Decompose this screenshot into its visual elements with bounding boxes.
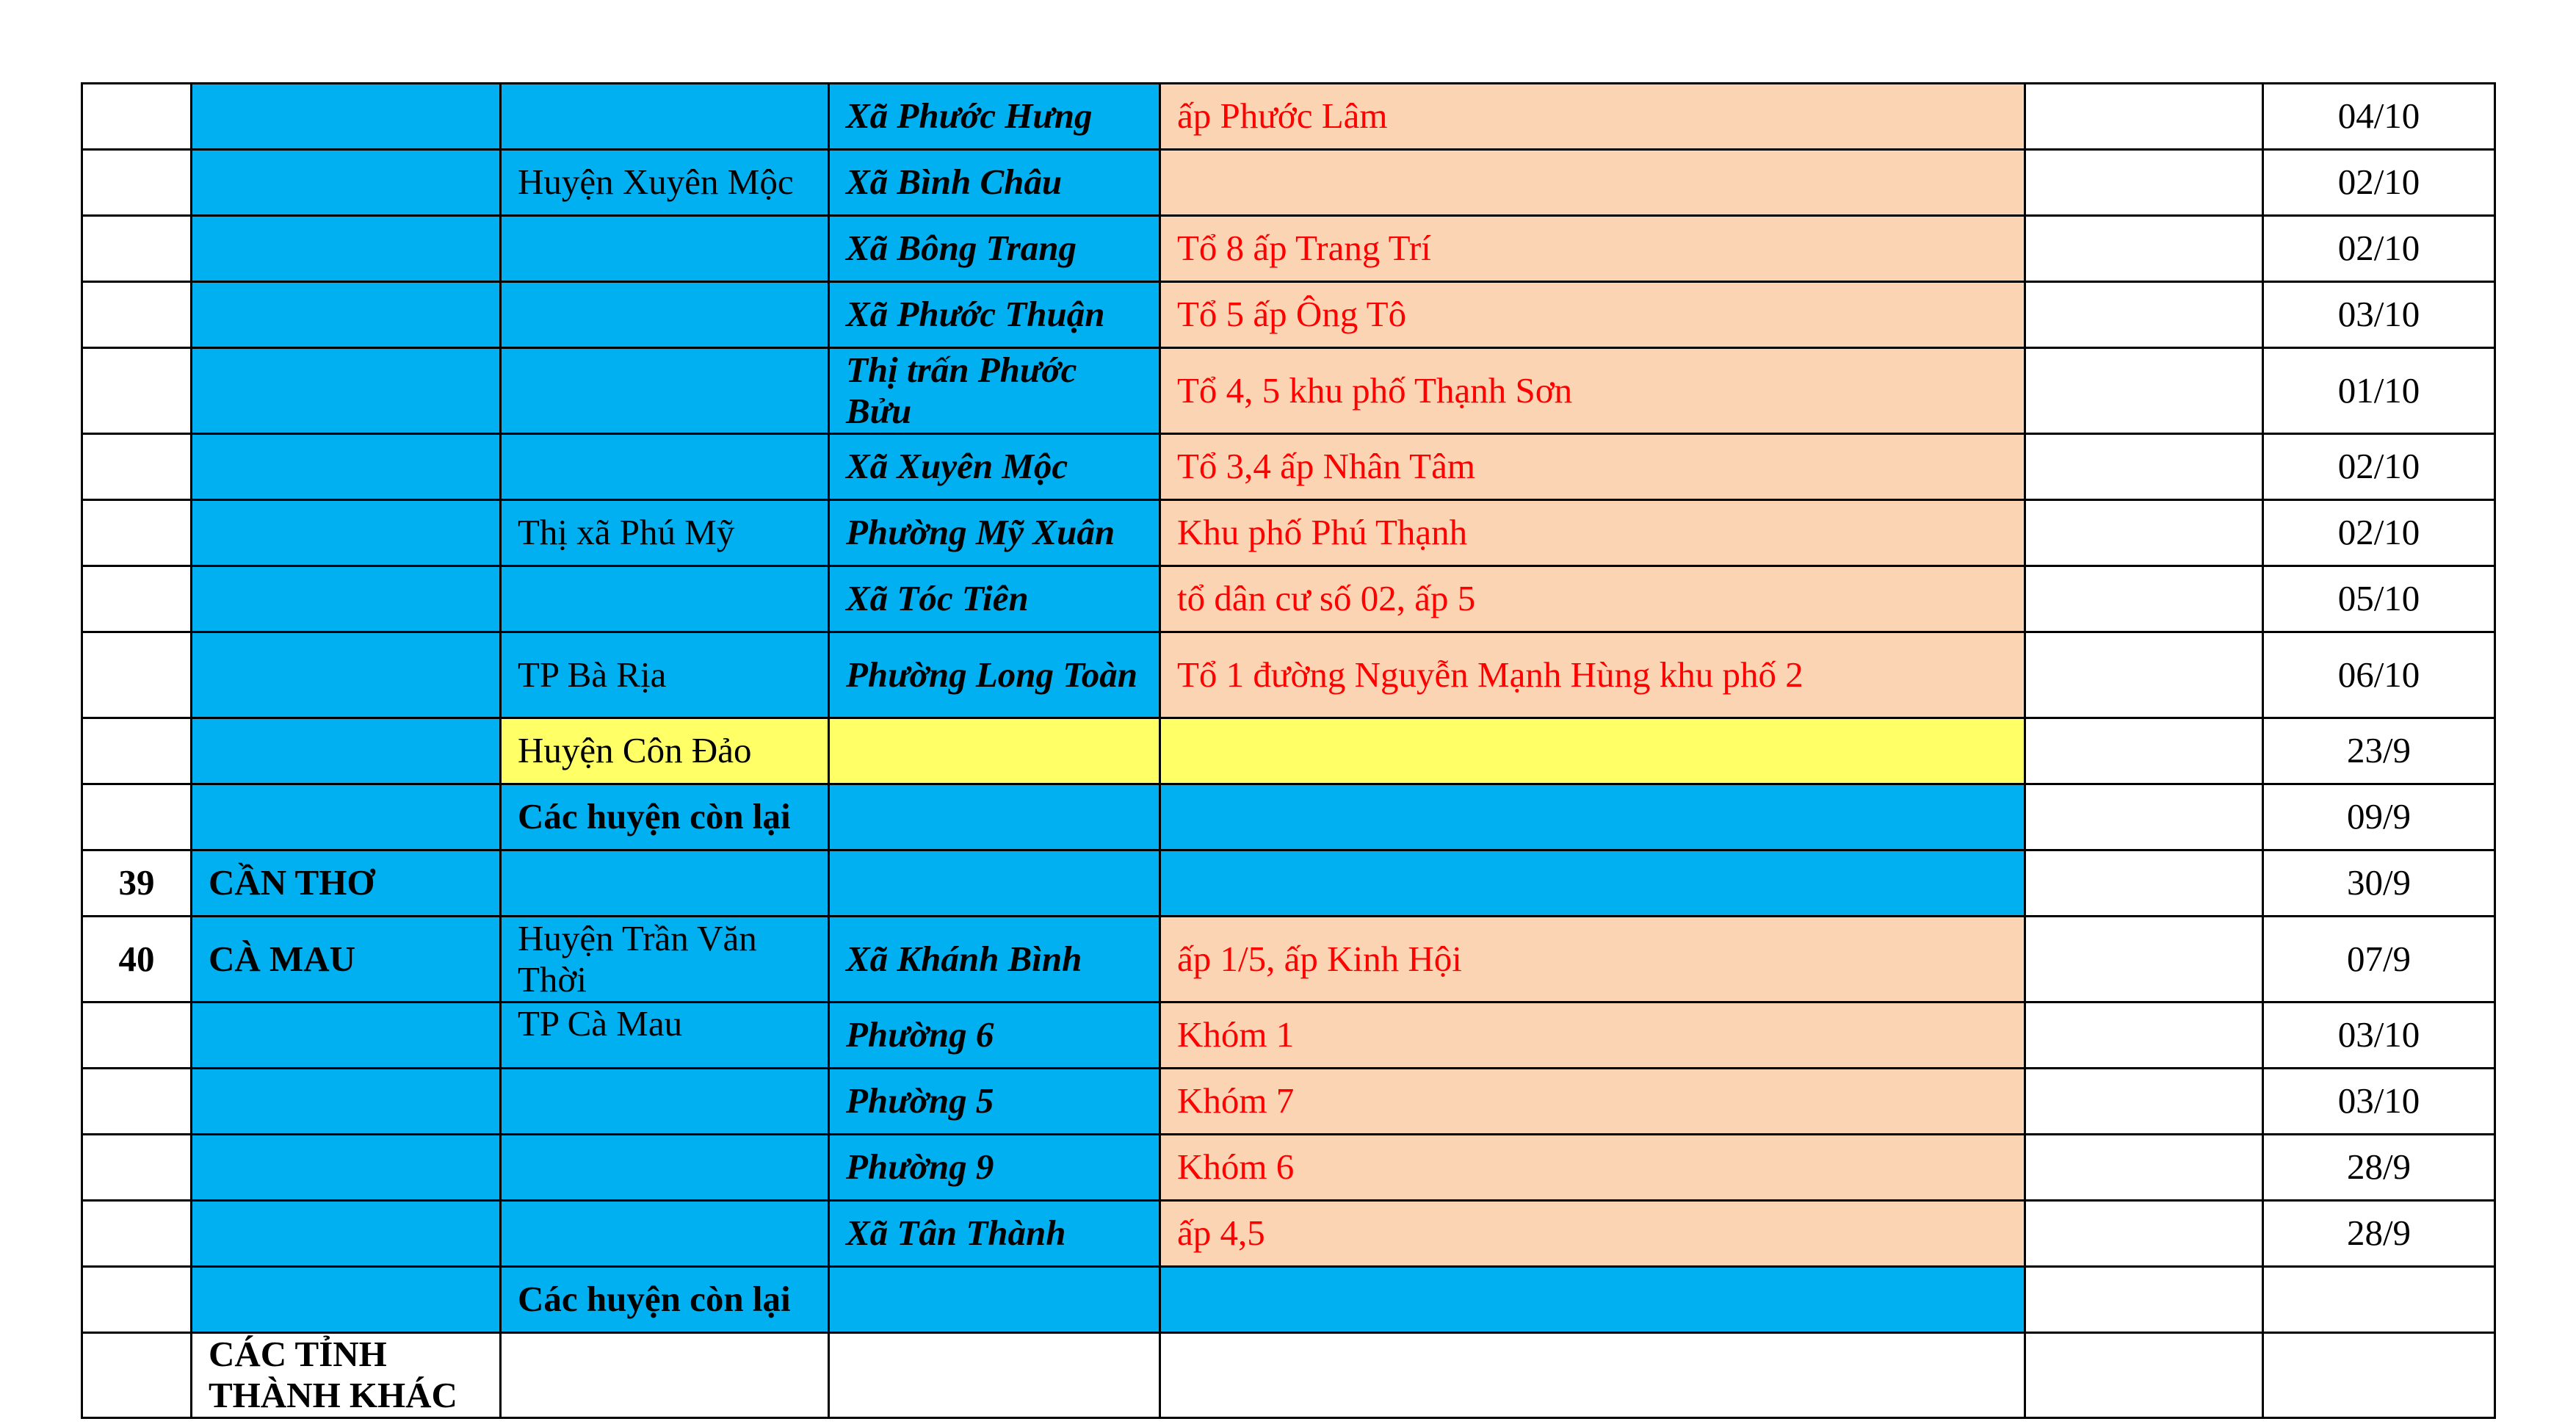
table-row: [82, 150, 2495, 216]
cell-district: Các huyện còn lại: [501, 1267, 829, 1333]
cell-district: [501, 566, 829, 632]
cell-note: [2025, 84, 2263, 150]
cell-province: [192, 1201, 501, 1267]
cell-stt: [82, 632, 192, 718]
cell-stt: [82, 566, 192, 632]
table-row: [82, 917, 2495, 1002]
cell-stt: 39: [82, 850, 192, 917]
table-row: [82, 718, 2495, 784]
cell-stt: [82, 500, 192, 566]
cell-district: Huyện Côn Đảo: [501, 718, 829, 784]
cell-note: [2025, 850, 2263, 917]
cell-province: [192, 500, 501, 566]
table-row: [82, 500, 2495, 566]
cell-note: [2025, 784, 2263, 850]
table-row: [82, 348, 2495, 434]
cell-area: [1160, 1267, 2025, 1333]
cell-stt: [82, 150, 192, 216]
cell-stt: [82, 282, 192, 348]
cell-note: [2025, 282, 2263, 348]
cell-commune: Xã Tóc Tiên: [829, 566, 1160, 632]
cell-commune: [829, 1267, 1160, 1333]
cell-stt: [82, 784, 192, 850]
cell-date: 04/10: [2263, 84, 2495, 150]
cell-note: [2025, 1267, 2263, 1333]
table-row: [82, 850, 2495, 917]
cell-stt: [82, 434, 192, 500]
cell-commune: Xã Xuyên Mộc: [829, 434, 1160, 500]
cell-province: [192, 632, 501, 718]
cell-province: CÀ MAU: [192, 917, 501, 1002]
cell-commune: Phường 9: [829, 1135, 1160, 1201]
cell-district: [501, 1333, 829, 1418]
cell-district: [501, 850, 829, 917]
cell-date: 06/10: [2263, 632, 2495, 718]
cell-province: [192, 1002, 501, 1069]
cell-stt: [82, 216, 192, 282]
cell-note: [2025, 566, 2263, 632]
cell-area: [1160, 1333, 2025, 1418]
cell-commune: [829, 850, 1160, 917]
cell-date: 07/9: [2263, 917, 2495, 1002]
cell-district: [501, 348, 829, 434]
cell-date: 30/9: [2263, 850, 2495, 917]
cell-district: Các huyện còn lại: [501, 784, 829, 850]
cell-area: Khóm 1: [1160, 1002, 2025, 1069]
cell-note: [2025, 348, 2263, 434]
cell-date: 03/10: [2263, 1069, 2495, 1135]
cell-stt: [82, 1333, 192, 1418]
cell-note: [2025, 150, 2263, 216]
cell-area: Tổ 4, 5 khu phố Thạnh Sơn: [1160, 348, 2025, 434]
cell-note: [2025, 718, 2263, 784]
cell-district: [501, 1201, 829, 1267]
cell-commune: [829, 784, 1160, 850]
cell-stt: [82, 84, 192, 150]
cell-commune: Thị trấn Phước Bửu: [829, 348, 1160, 434]
cell-district: [501, 216, 829, 282]
cell-note: [2025, 917, 2263, 1002]
cell-date: 03/10: [2263, 1002, 2495, 1069]
table-row: [82, 216, 2495, 282]
cell-date: 05/10: [2263, 566, 2495, 632]
cell-commune: Xã Bình Châu: [829, 150, 1160, 216]
cell-stt: [82, 348, 192, 434]
cell-district: [501, 1135, 829, 1201]
cell-stt: [82, 1069, 192, 1135]
table-body: [82, 84, 2495, 1418]
cell-commune: Xã Tân Thành: [829, 1201, 1160, 1267]
cell-province: [192, 566, 501, 632]
cell-note: [2025, 1333, 2263, 1418]
cell-area: Tổ 8 ấp Trang Trí: [1160, 216, 2025, 282]
cell-district: Thị xã Phú Mỹ: [501, 500, 829, 566]
cell-commune: Xã Phước Thuận: [829, 282, 1160, 348]
cell-commune: Xã Bông Trang: [829, 216, 1160, 282]
cell-district: Huyện Xuyên Mộc: [501, 150, 829, 216]
cell-commune: [829, 718, 1160, 784]
cell-commune: [829, 1333, 1160, 1418]
cell-district: TP Bà Rịa: [501, 632, 829, 718]
cell-stt: [82, 718, 192, 784]
cell-province: [192, 718, 501, 784]
cell-commune: Xã Khánh Bình: [829, 917, 1160, 1002]
cell-date: 28/9: [2263, 1135, 2495, 1201]
cell-area: [1160, 850, 2025, 917]
table-row: [82, 1267, 2495, 1333]
cell-province: CẦN THƠ: [192, 850, 501, 917]
cell-area: Khóm 7: [1160, 1069, 2025, 1135]
cell-province: CÁC TỈNH THÀNH KHÁC: [192, 1333, 501, 1418]
cell-date: 02/10: [2263, 216, 2495, 282]
cell-area: ấp Phước Lâm: [1160, 84, 2025, 150]
cell-province: [192, 150, 501, 216]
cell-note: [2025, 434, 2263, 500]
table-row: [82, 1135, 2495, 1201]
cell-stt: [82, 1267, 192, 1333]
outbreak-area-table: [81, 82, 2496, 1419]
table-row: [82, 84, 2495, 150]
cell-commune: Phường Long Toàn: [829, 632, 1160, 718]
cell-province: [192, 282, 501, 348]
cell-area: Tổ 5 ấp Ông Tô: [1160, 282, 2025, 348]
cell-date: 02/10: [2263, 150, 2495, 216]
cell-district: TP Cà Mau: [501, 1002, 829, 1069]
table-row: [82, 784, 2495, 850]
table-row: [82, 566, 2495, 632]
cell-date: 03/10: [2263, 282, 2495, 348]
cell-date: 01/10: [2263, 348, 2495, 434]
cell-note: [2025, 500, 2263, 566]
cell-stt: 40: [82, 917, 192, 1002]
table-row: [82, 1333, 2495, 1418]
cell-date: [2263, 1333, 2495, 1418]
cell-date: [2263, 1267, 2495, 1333]
cell-province: [192, 1069, 501, 1135]
cell-date: 02/10: [2263, 500, 2495, 566]
table-row: [82, 434, 2495, 500]
cell-note: [2025, 1135, 2263, 1201]
cell-date: 09/9: [2263, 784, 2495, 850]
cell-province: [192, 434, 501, 500]
cell-district: [501, 84, 829, 150]
cell-area: tổ dân cư số 02, ấp 5: [1160, 566, 2025, 632]
cell-commune: Phường Mỹ Xuân: [829, 500, 1160, 566]
cell-commune: Phường 6: [829, 1002, 1160, 1069]
cell-district: [501, 1069, 829, 1135]
cell-note: [2025, 1002, 2263, 1069]
cell-note: [2025, 1201, 2263, 1267]
table-row: [82, 1069, 2495, 1135]
cell-date: 02/10: [2263, 434, 2495, 500]
cell-commune: Phường 5: [829, 1069, 1160, 1135]
cell-area: Tổ 1 đường Nguyễn Mạnh Hùng khu phố 2: [1160, 632, 2025, 718]
table-row: [82, 1002, 2495, 1069]
table-row: [82, 1201, 2495, 1267]
cell-area: ấp 4,5: [1160, 1201, 2025, 1267]
cell-province: [192, 84, 501, 150]
table-row: [82, 282, 2495, 348]
cell-area: Tổ 3,4 ấp Nhân Tâm: [1160, 434, 2025, 500]
cell-province: [192, 1135, 501, 1201]
cell-date: 23/9: [2263, 718, 2495, 784]
cell-district: [501, 434, 829, 500]
cell-area: [1160, 784, 2025, 850]
cell-district: Huyện Trần Văn Thời: [501, 917, 829, 1002]
cell-area: Khu phố Phú Thạnh: [1160, 500, 2025, 566]
cell-stt: [82, 1135, 192, 1201]
cell-province: [192, 348, 501, 434]
cell-area: [1160, 150, 2025, 216]
cell-date: 28/9: [2263, 1201, 2495, 1267]
cell-stt: [82, 1201, 192, 1267]
cell-commune: Xã Phước Hưng: [829, 84, 1160, 150]
cell-area: [1160, 718, 2025, 784]
cell-province: [192, 1267, 501, 1333]
cell-province: [192, 216, 501, 282]
cell-province: [192, 784, 501, 850]
cell-note: [2025, 216, 2263, 282]
table-row: [82, 632, 2495, 718]
cell-area: ấp 1/5, ấp Kinh Hội: [1160, 917, 2025, 1002]
cell-note: [2025, 1069, 2263, 1135]
cell-district: [501, 282, 829, 348]
cell-stt: [82, 1002, 192, 1069]
cell-note: [2025, 632, 2263, 718]
cell-area: Khóm 6: [1160, 1135, 2025, 1201]
